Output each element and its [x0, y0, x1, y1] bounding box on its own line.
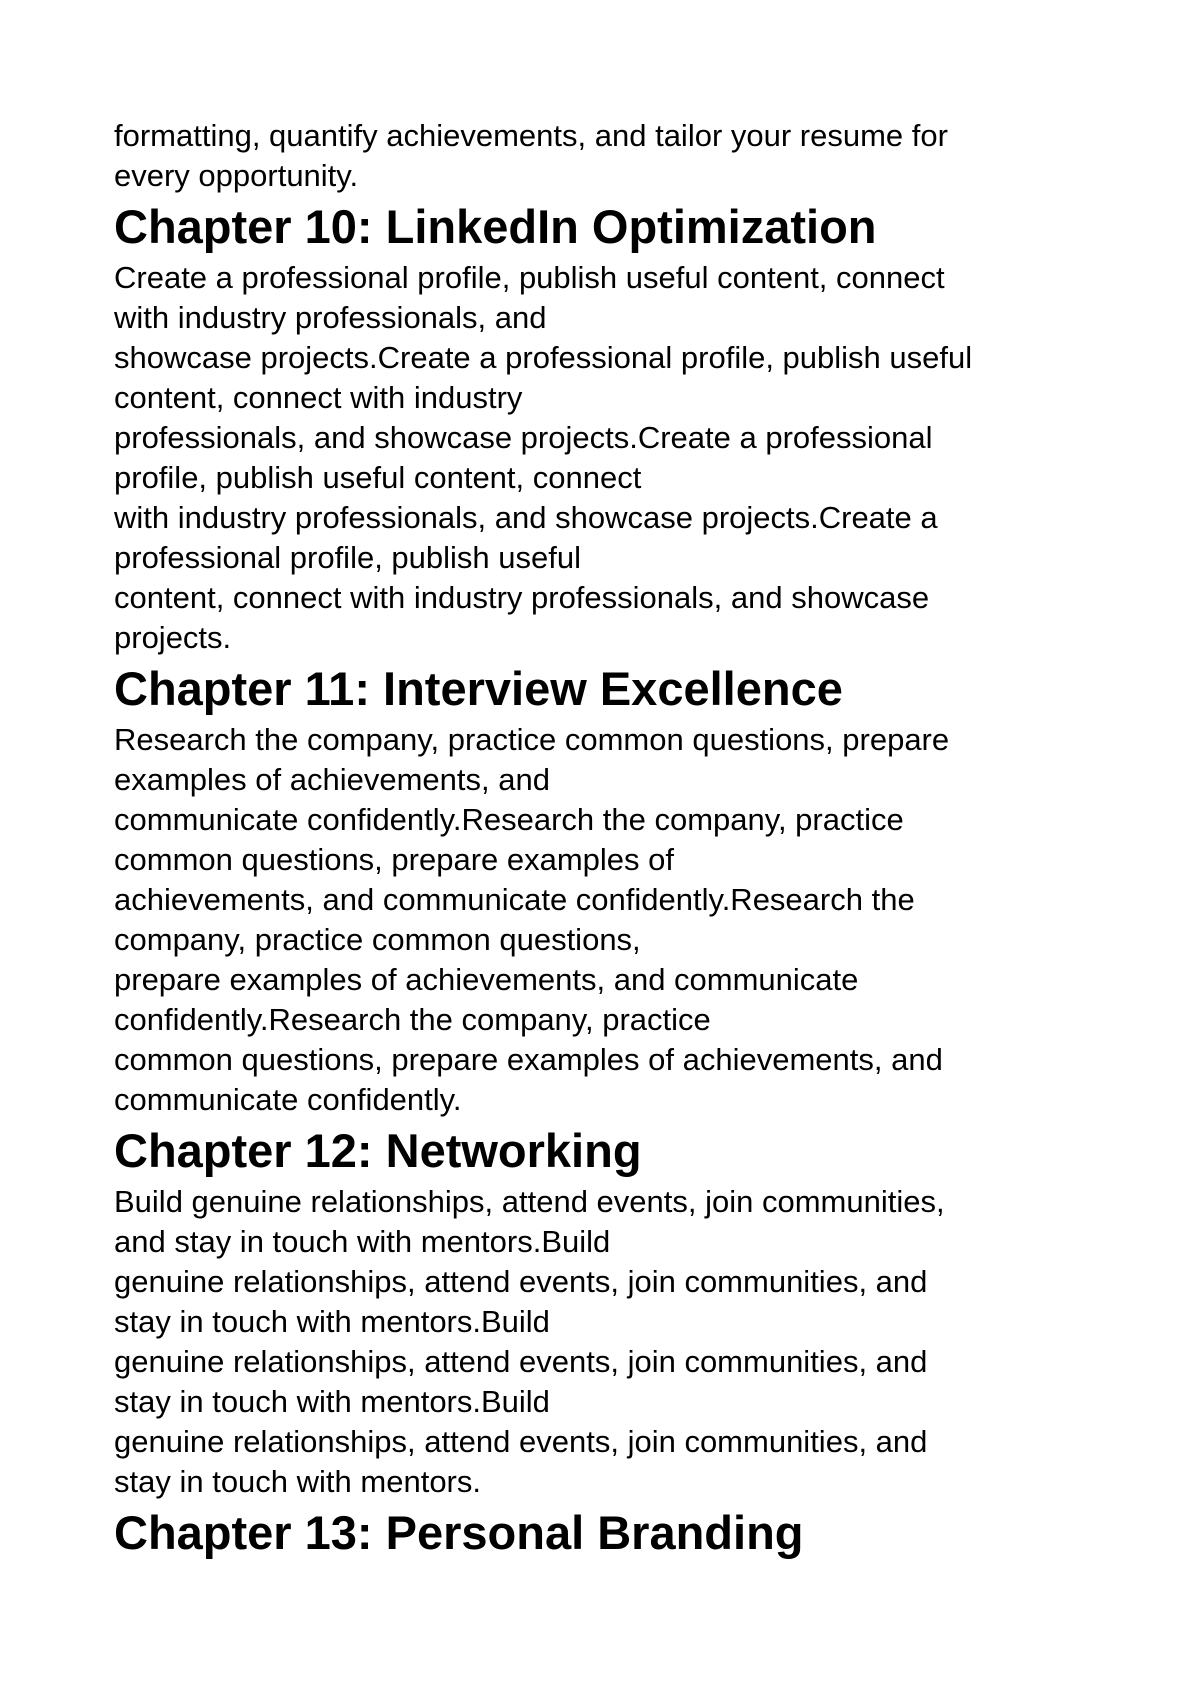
body-line: showcase projects.Create a professional profile, publish useful — [114, 340, 973, 375]
body-line: with industry professionals, and showcase projects.Create a — [114, 500, 938, 535]
body-line: content, connect with industry — [114, 380, 523, 415]
section-chapter-12 — [114, 1122, 1074, 1502]
body-line: formatting, quantify achievements, and tailor your resume for — [114, 118, 948, 153]
chapter-heading: Chapter 10: LinkedIn Optimization — [114, 200, 877, 253]
body-line: communicate confidently. — [114, 1082, 462, 1117]
chapter-heading: Chapter 12: Networking — [114, 1124, 642, 1177]
body-line: projects. — [114, 620, 232, 655]
body-line: genuine relationships, attend events, join communities, and — [114, 1344, 928, 1379]
body-line: prepare examples of achievements, and communicate — [114, 962, 859, 997]
body-line: with industry professionals, and — [114, 300, 547, 335]
body-line: and stay in touch with mentors.Build — [114, 1224, 611, 1259]
body-line: Create a professional profile, publish useful content, connect — [114, 260, 945, 295]
body-line: stay in touch with mentors. — [114, 1464, 481, 1499]
chapter-heading: Chapter 11: Interview Excellence — [114, 662, 843, 715]
section-chapter-10 — [114, 198, 1074, 658]
body-line: genuine relationships, attend events, join communities, and — [114, 1264, 928, 1299]
body-line: common questions, prepare examples of achievements, and — [114, 1042, 943, 1077]
body-line: examples of achievements, and — [114, 762, 550, 797]
document-page — [114, 116, 1074, 1564]
body-line: every opportunity. — [114, 158, 359, 193]
intro-paragraph — [114, 116, 1074, 196]
body-line: Build genuine relationships, attend events, join communities, — [114, 1184, 945, 1219]
body-line: communicate confidently.Research the company, practice — [114, 802, 904, 837]
body-line: confidently.Research the company, practice — [114, 1002, 711, 1037]
body-line: company, practice common questions, — [114, 922, 641, 957]
body-line: content, connect with industry professionals, and showcase — [114, 580, 930, 615]
body-line: stay in touch with mentors.Build — [114, 1304, 550, 1339]
body-line: stay in touch with mentors.Build — [114, 1384, 550, 1419]
body-line: profile, publish useful content, connect — [114, 460, 642, 495]
body-line: achievements, and communicate confidently.Research the — [114, 882, 915, 917]
body-line: common questions, prepare examples of — [114, 842, 675, 877]
chapter-heading: Chapter 13: Personal Branding — [114, 1506, 804, 1559]
body-line: professional profile, publish useful — [114, 540, 581, 575]
body-line: professionals, and showcase projects.Create a professional — [114, 420, 933, 455]
section-chapter-13 — [114, 1504, 1074, 1562]
section-chapter-11 — [114, 660, 1074, 1120]
body-line: genuine relationships, attend events, join communities, and — [114, 1424, 928, 1459]
body-line: Research the company, practice common questions, prepare — [114, 722, 950, 757]
